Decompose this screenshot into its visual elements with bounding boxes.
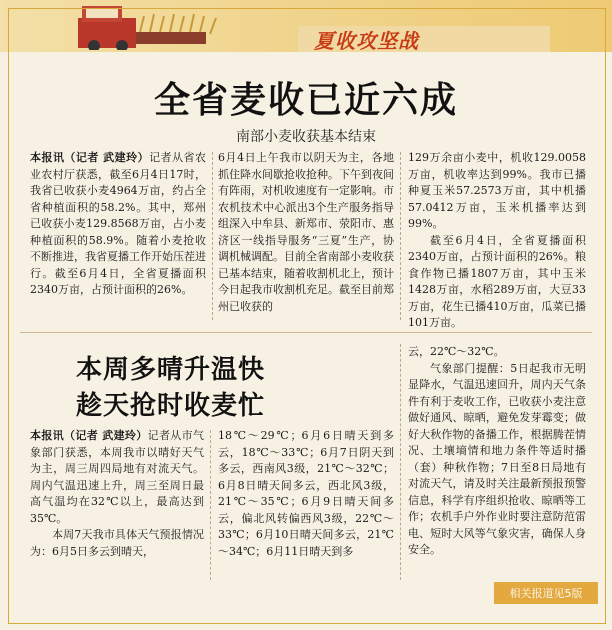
column-divider — [400, 344, 401, 580]
article2-headline-line1: 本周多晴升温快 — [76, 355, 266, 385]
column-divider — [212, 152, 213, 320]
article2-col1-text-b: 本周7天我市具体天气预报情况为：6月5日多云到晴天， — [30, 528, 204, 558]
article1-col2-text: 6月4日上午我市以阴天为主，各地抓住降水间歇抢收抢种。下午到夜间有阵雨，对机收速度有一定影响。市农机技术中心派出3个生产服务指导组深入中牟县、新郑市、荥阳市、惠济区一线指导服务“三夏”生产，协调机械调配。目前全省南部小麦收获已基本结束，随着收割机北上，预计今日起我市收割机充足。截至目前郑州已收获的 — [218, 151, 394, 313]
article2-col1-text-a: 记者从市气象部门获悉，本周我市以晴好天气为主，周三周四局地有对流天气。周内气温迅速上升，周三至周日最高气温均在32℃以上，最高达到35℃。 — [30, 429, 204, 525]
article1-col3-text-b: 截至6月4日，全省夏播面积2340万亩，占预计面积的26%。粮食作物已播1807万亩，其中玉米1428万亩，水稻289万亩，大豆33万亩，花生已播410万亩，瓜菜已播101万亩。 — [408, 233, 586, 329]
article2-headline-line2: 趁天抢时收麦忙 — [76, 391, 266, 421]
section-label: 夏收攻坚战 — [314, 28, 419, 53]
article1-byline: 本报讯（记者 武建玲） — [30, 151, 150, 164]
article1-headline: 全省麦收已近六成 — [153, 80, 458, 121]
column-divider — [210, 430, 211, 580]
article1-column-2 — [218, 150, 394, 315]
column-divider — [400, 152, 401, 320]
article1-col3-text-a: 129万余亩小麦中，机收129.0058万亩，机收率达到99%。我市已播种夏玉米57.2573万亩，其中机播57.0412万亩，玉米机播率达到99%。 — [408, 151, 586, 230]
article2-headline — [76, 352, 265, 424]
article2-col3-text-b: 气象部门提醒：5日起我市无明显降水，气温迅速回升，周内天气条件有利于麦收工作，已收获小麦注意做好通风、晾晒，避免发芽霉变；做好大秋作物的备播工作，根据腾茬情况、土壤墒情和地力条件等适时播（套）种秋作物；7日至8日局地有对流天气，请及时关注最新预报预警信息，科学有序组织抢收、晾晒等工作；农机手户外作业时要注意防范雷电、短时大风等气象灾害，确保人身安全。 — [408, 361, 586, 556]
article1-subheadline: 南部小麦收获基本结束 — [236, 129, 376, 145]
article2-column-2 — [218, 428, 394, 560]
article2-col2-text: 18℃～29℃；6月6日晴天到多云，18℃～33℃；6月7日阴天到多云，西南风3级，21℃～32℃；6月8日晴天间多云，西北风3级，21℃～35℃；6月9日晴天间多云，偏北风转偏西风3级，22℃～33℃；6月10日晴天间多云，21℃～34℃；6月11日晴天到多 — [218, 429, 394, 558]
article2-column-3 — [408, 344, 586, 559]
related-report-link[interactable]: 相关报道见5版 — [494, 582, 598, 604]
article1-column-3 — [408, 150, 586, 332]
article1-col1-text: 记者从省农业农村厅获悉，截至6月4日17时，我省已收获小麦4964万亩，约占全省种植面积的58.2%。其中，郑州已收获小麦129.8568万亩，占小麦种植面积的58.9%。随着小麦抢收不断推进，我省夏播工作开始压茬进行。截至6月4日，全省夏播面积2340万亩，占预计面积的26%。 — [30, 151, 206, 296]
article2-column-1 — [30, 428, 204, 560]
article2-byline: 本报讯（记者 武建玲） — [30, 429, 148, 442]
article2-col3-text-a: 云，22℃～32℃。 — [408, 345, 505, 358]
article1-column-1 — [30, 150, 206, 299]
section-divider — [20, 332, 592, 333]
